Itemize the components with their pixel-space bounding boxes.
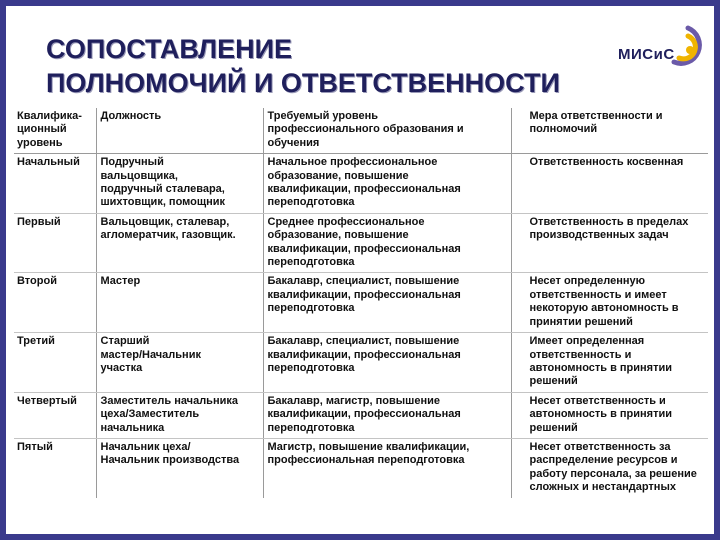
title-line-1: СОПОСТАВЛЕНИЕ — [46, 34, 293, 64]
cell-position: Мастер — [96, 273, 263, 333]
cell-responsibility: Имеет определенная ответственность и автономность в принятии решений — [511, 333, 708, 393]
cell-education: Магистр, повышение квалификации, профессиональная переподготовка — [263, 438, 511, 497]
cell-position: Начальник цеха/ Начальник производства — [96, 438, 263, 497]
table-row — [14, 213, 708, 273]
cell-level: Четвертый — [14, 392, 96, 438]
table-row — [14, 438, 708, 497]
comparison-table — [14, 108, 708, 498]
cell-level: Начальный — [14, 154, 96, 214]
cell-responsibility: Ответственность в пределах производственных задач — [511, 213, 708, 273]
header-position: Должность — [96, 108, 263, 154]
cell-education: Начальное профессиональное образование, повышение квалификации, профессиональная переподготовка — [263, 154, 511, 214]
cell-responsibility: Несет определенную ответственность и имеет некоторую автономность в принятии решений — [511, 273, 708, 333]
cell-position: Заместитель начальника цеха/Заместитель начальника — [96, 392, 263, 438]
cell-position: Подручный вальцовщика, подручный сталевара, шихтовщик, помощник — [96, 154, 263, 214]
title-line-2: ПОЛНОМОЧИЙ И ОТВЕТСТВЕННОСТИ — [46, 68, 560, 98]
cell-responsibility: Ответственность косвенная — [511, 154, 708, 214]
slide — [6, 6, 714, 534]
cell-responsibility: Несет ответственность за распределение ресурсов и работу персонала, за решение сложных и нестандартных — [529, 440, 697, 494]
logo-text: МИСиС — [618, 46, 675, 63]
table-header-row — [14, 108, 708, 154]
slide-title — [46, 32, 560, 100]
header-responsibility: Мера ответственности и полномочий — [511, 108, 708, 154]
header-level: Квалифика- ционный уровень — [14, 108, 96, 154]
logo-emblem-icon — [668, 22, 708, 78]
cell-education: Среднее профессиональное образование, повышение квалификации, профессиональная переподготовка — [263, 213, 511, 273]
cell-level: Третий — [14, 333, 96, 393]
table-row — [14, 154, 708, 214]
cell-education: Бакалавр, магистр, повышение квалификации, профессиональная переподготовка — [263, 392, 511, 438]
cell-position: Вальцовщик, сталевар, агломератчик, газовщик. — [96, 213, 263, 273]
cell-level: Пятый — [14, 438, 96, 497]
cell-education: Бакалавр, специалист, повышение квалификации, профессиональная переподготовка — [263, 273, 511, 333]
cell-level: Второй — [14, 273, 96, 333]
cell-level: Первый — [14, 213, 96, 273]
cell-education: Бакалавр, специалист, повышение квалификации, профессиональная переподготовка — [263, 333, 511, 393]
header-education: Требуемый уровень профессионального образования и обучения — [263, 108, 511, 154]
cell-responsibility: Несет ответственность и автономность в принятии решений — [511, 392, 708, 438]
misis-logo — [618, 20, 710, 84]
cell-position: Старший мастер/Начальник участка — [96, 333, 263, 393]
table-row — [14, 333, 708, 393]
table-row — [14, 273, 708, 333]
table-row — [14, 392, 708, 438]
